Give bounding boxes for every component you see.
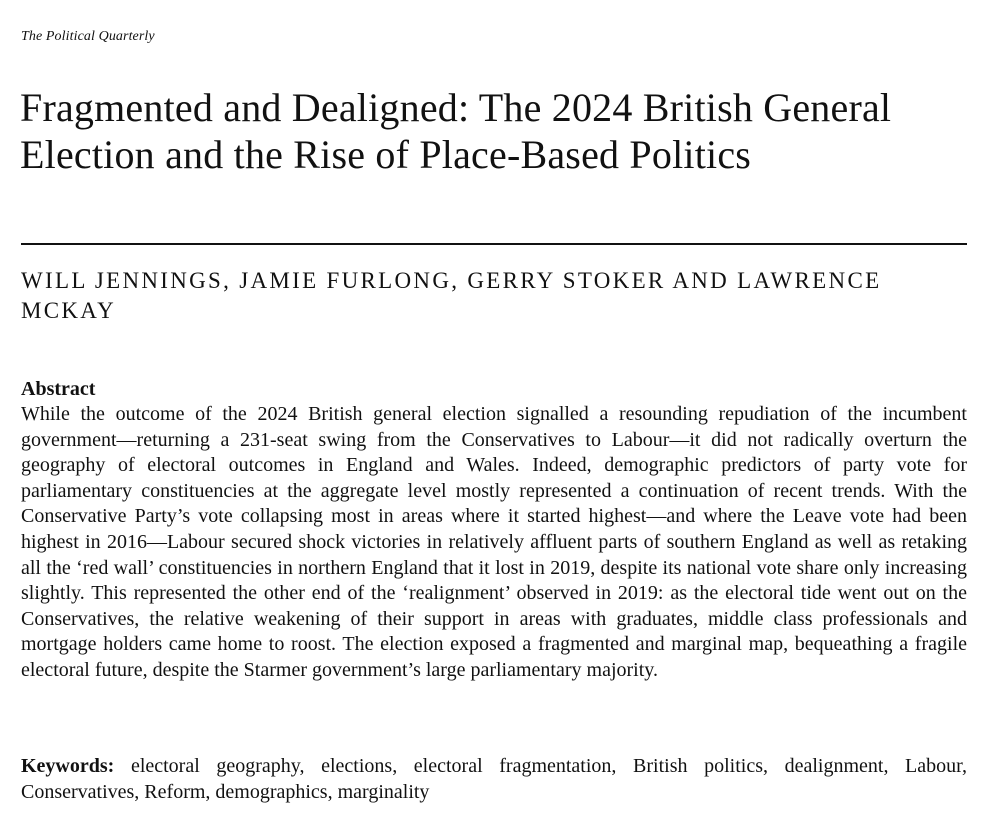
keywords-label: Keywords: <box>21 755 115 777</box>
journal-name: The Political Quarterly <box>21 29 155 44</box>
abstract-text: While the outcome of the 2024 British general election signalled a resounding repudiation of the incumbent government—returning a 231-seat swing from the Conservatives to Labour—it did not radically overturn the geography of electoral outcomes in England and Wales. Indeed, demographic predictors of party vote for parliamentary constituencies at the aggregate level mostly represented a continuation of recent trends. With the Conservative Party’s vote collapsing most in areas where it started highest—and where the Leave vote had been highest in 2016—Labour secured shock victories in relatively affluent parts of southern England as well as retaking all the ‘red wall’ constituencies in northern England that it lost in 2019, despite its national vote share only increasing slightly. This represented the other end of the ‘realignment’ observed in 2019: as the electoral tide went out on the Conservatives, the relative weakening of their support in areas with graduates, middle class professionals and mortgage holders came home to roost. The election exposed a fragmented and marginal map, bequeathing a fragile electoral future, despite the Starmer government’s large parliamentary majority. <box>21 403 967 681</box>
article-title: Fragmented and Dealigned: The 2024 British General Election and the Rise of Place-Based Politics <box>20 85 892 177</box>
author-list: WILL JENNINGS, JAMIE FURLONG, GERRY STOKER AND LAWRENCE MCKAY <box>21 268 882 323</box>
keywords-text: electoral geography, elections, electoral fragmentation, British politics, dealignment, Labour, Conservatives, Reform, demographics, marginality <box>21 755 968 803</box>
title-divider <box>21 243 967 245</box>
keywords <box>21 754 967 805</box>
abstract-heading: Abstract <box>21 378 96 400</box>
